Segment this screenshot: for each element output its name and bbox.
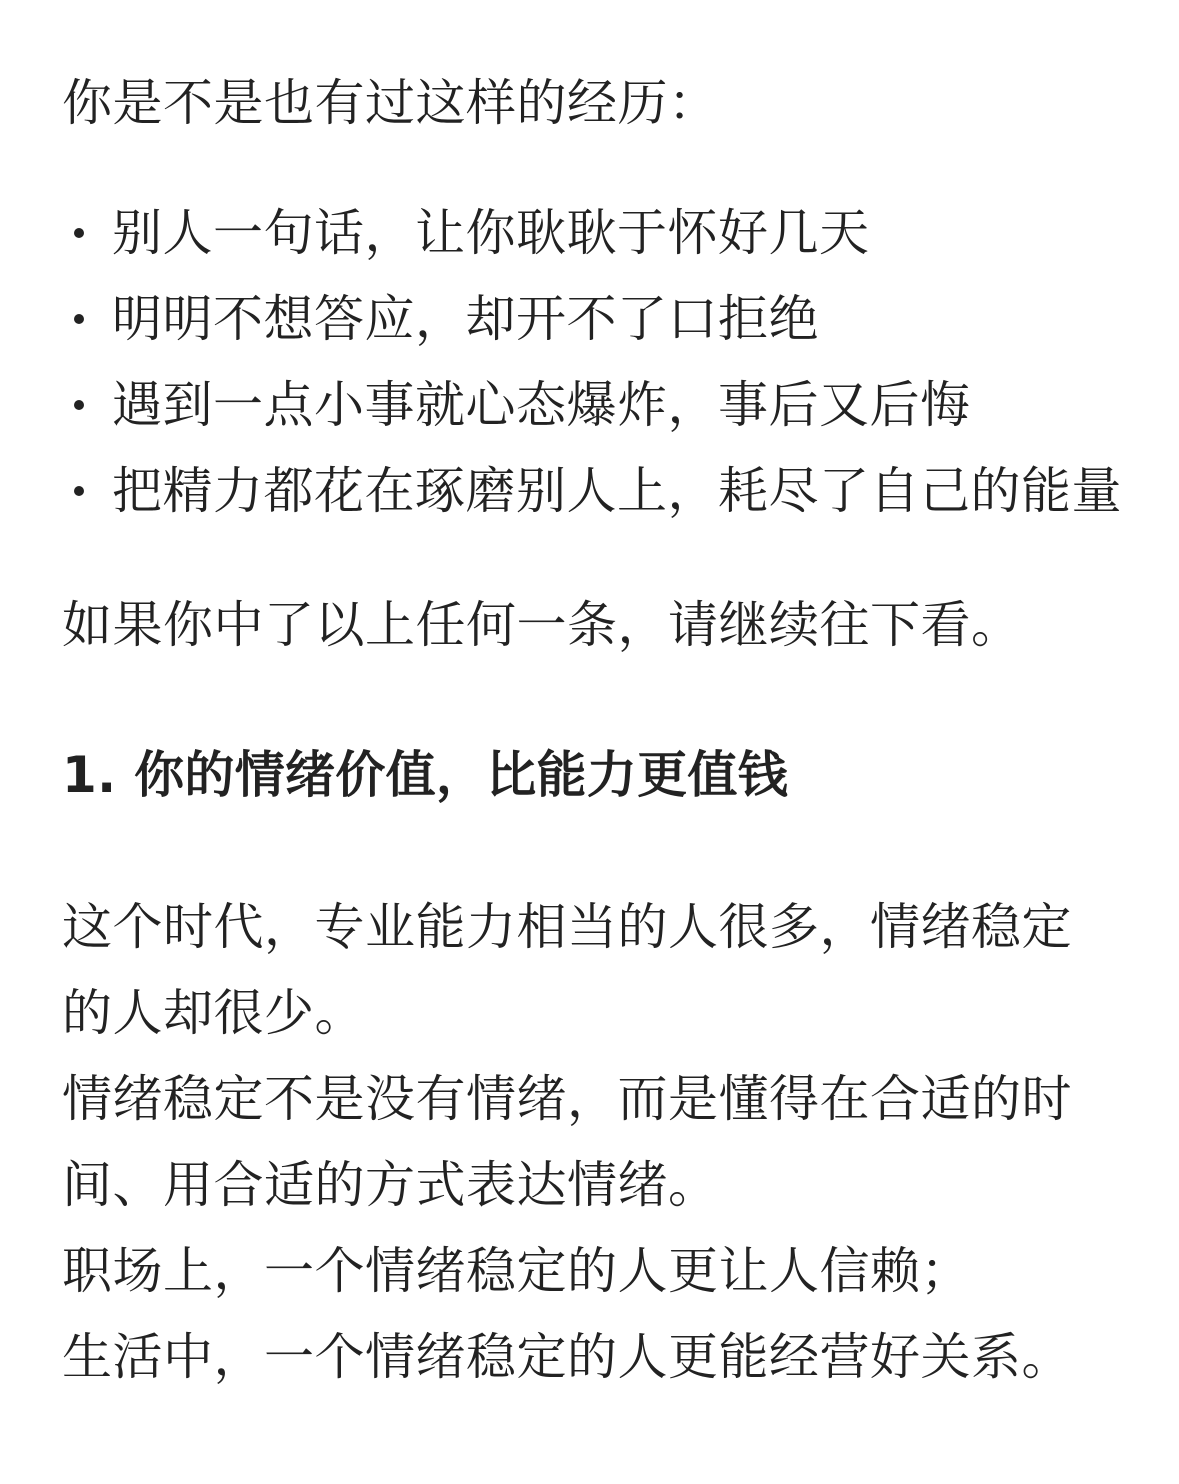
list-item: [62, 362, 1122, 448]
paragraph: 职场上，一个情绪稳定的人更让人信赖；: [62, 1242, 971, 1300]
list-item: [62, 276, 1122, 362]
bullet-icon: [74, 400, 84, 410]
bullet-icon: [74, 314, 84, 324]
paragraph: 生活中，一个情绪稳定的人更能经营好关系。: [62, 1328, 1072, 1386]
bullet-icon: [74, 486, 84, 496]
list-item: [62, 190, 1122, 276]
paragraph: 情绪稳定不是没有情绪，而是懂得在合适的时间、用合适的方式表达情绪。: [62, 1070, 1072, 1214]
bullet-icon: [74, 228, 84, 238]
transition-text: 如果你中了以上任何一条，请继续往下看。: [62, 596, 1022, 654]
section-heading: 1. 你的情绪价值，比能力更值钱: [62, 746, 788, 804]
list-item-text: 把精力都花在琢磨别人上，耗尽了自己的能量: [112, 462, 1122, 520]
intro-text: 你是不是也有过这样的经历：: [62, 74, 719, 132]
experience-list: [62, 190, 1122, 534]
list-item-text: 遇到一点小事就心态爆炸，事后又后悔: [112, 376, 971, 434]
list-item-text: 别人一句话，让你耿耿于怀好几天: [112, 204, 870, 262]
list-item: [62, 448, 1122, 534]
list-item-text: 明明不想答应，却开不了口拒绝: [112, 290, 819, 348]
article-content: [62, 0, 1122, 1400]
paragraph: 这个时代，专业能力相当的人很多，情绪稳定的人却很少。: [62, 898, 1072, 1042]
